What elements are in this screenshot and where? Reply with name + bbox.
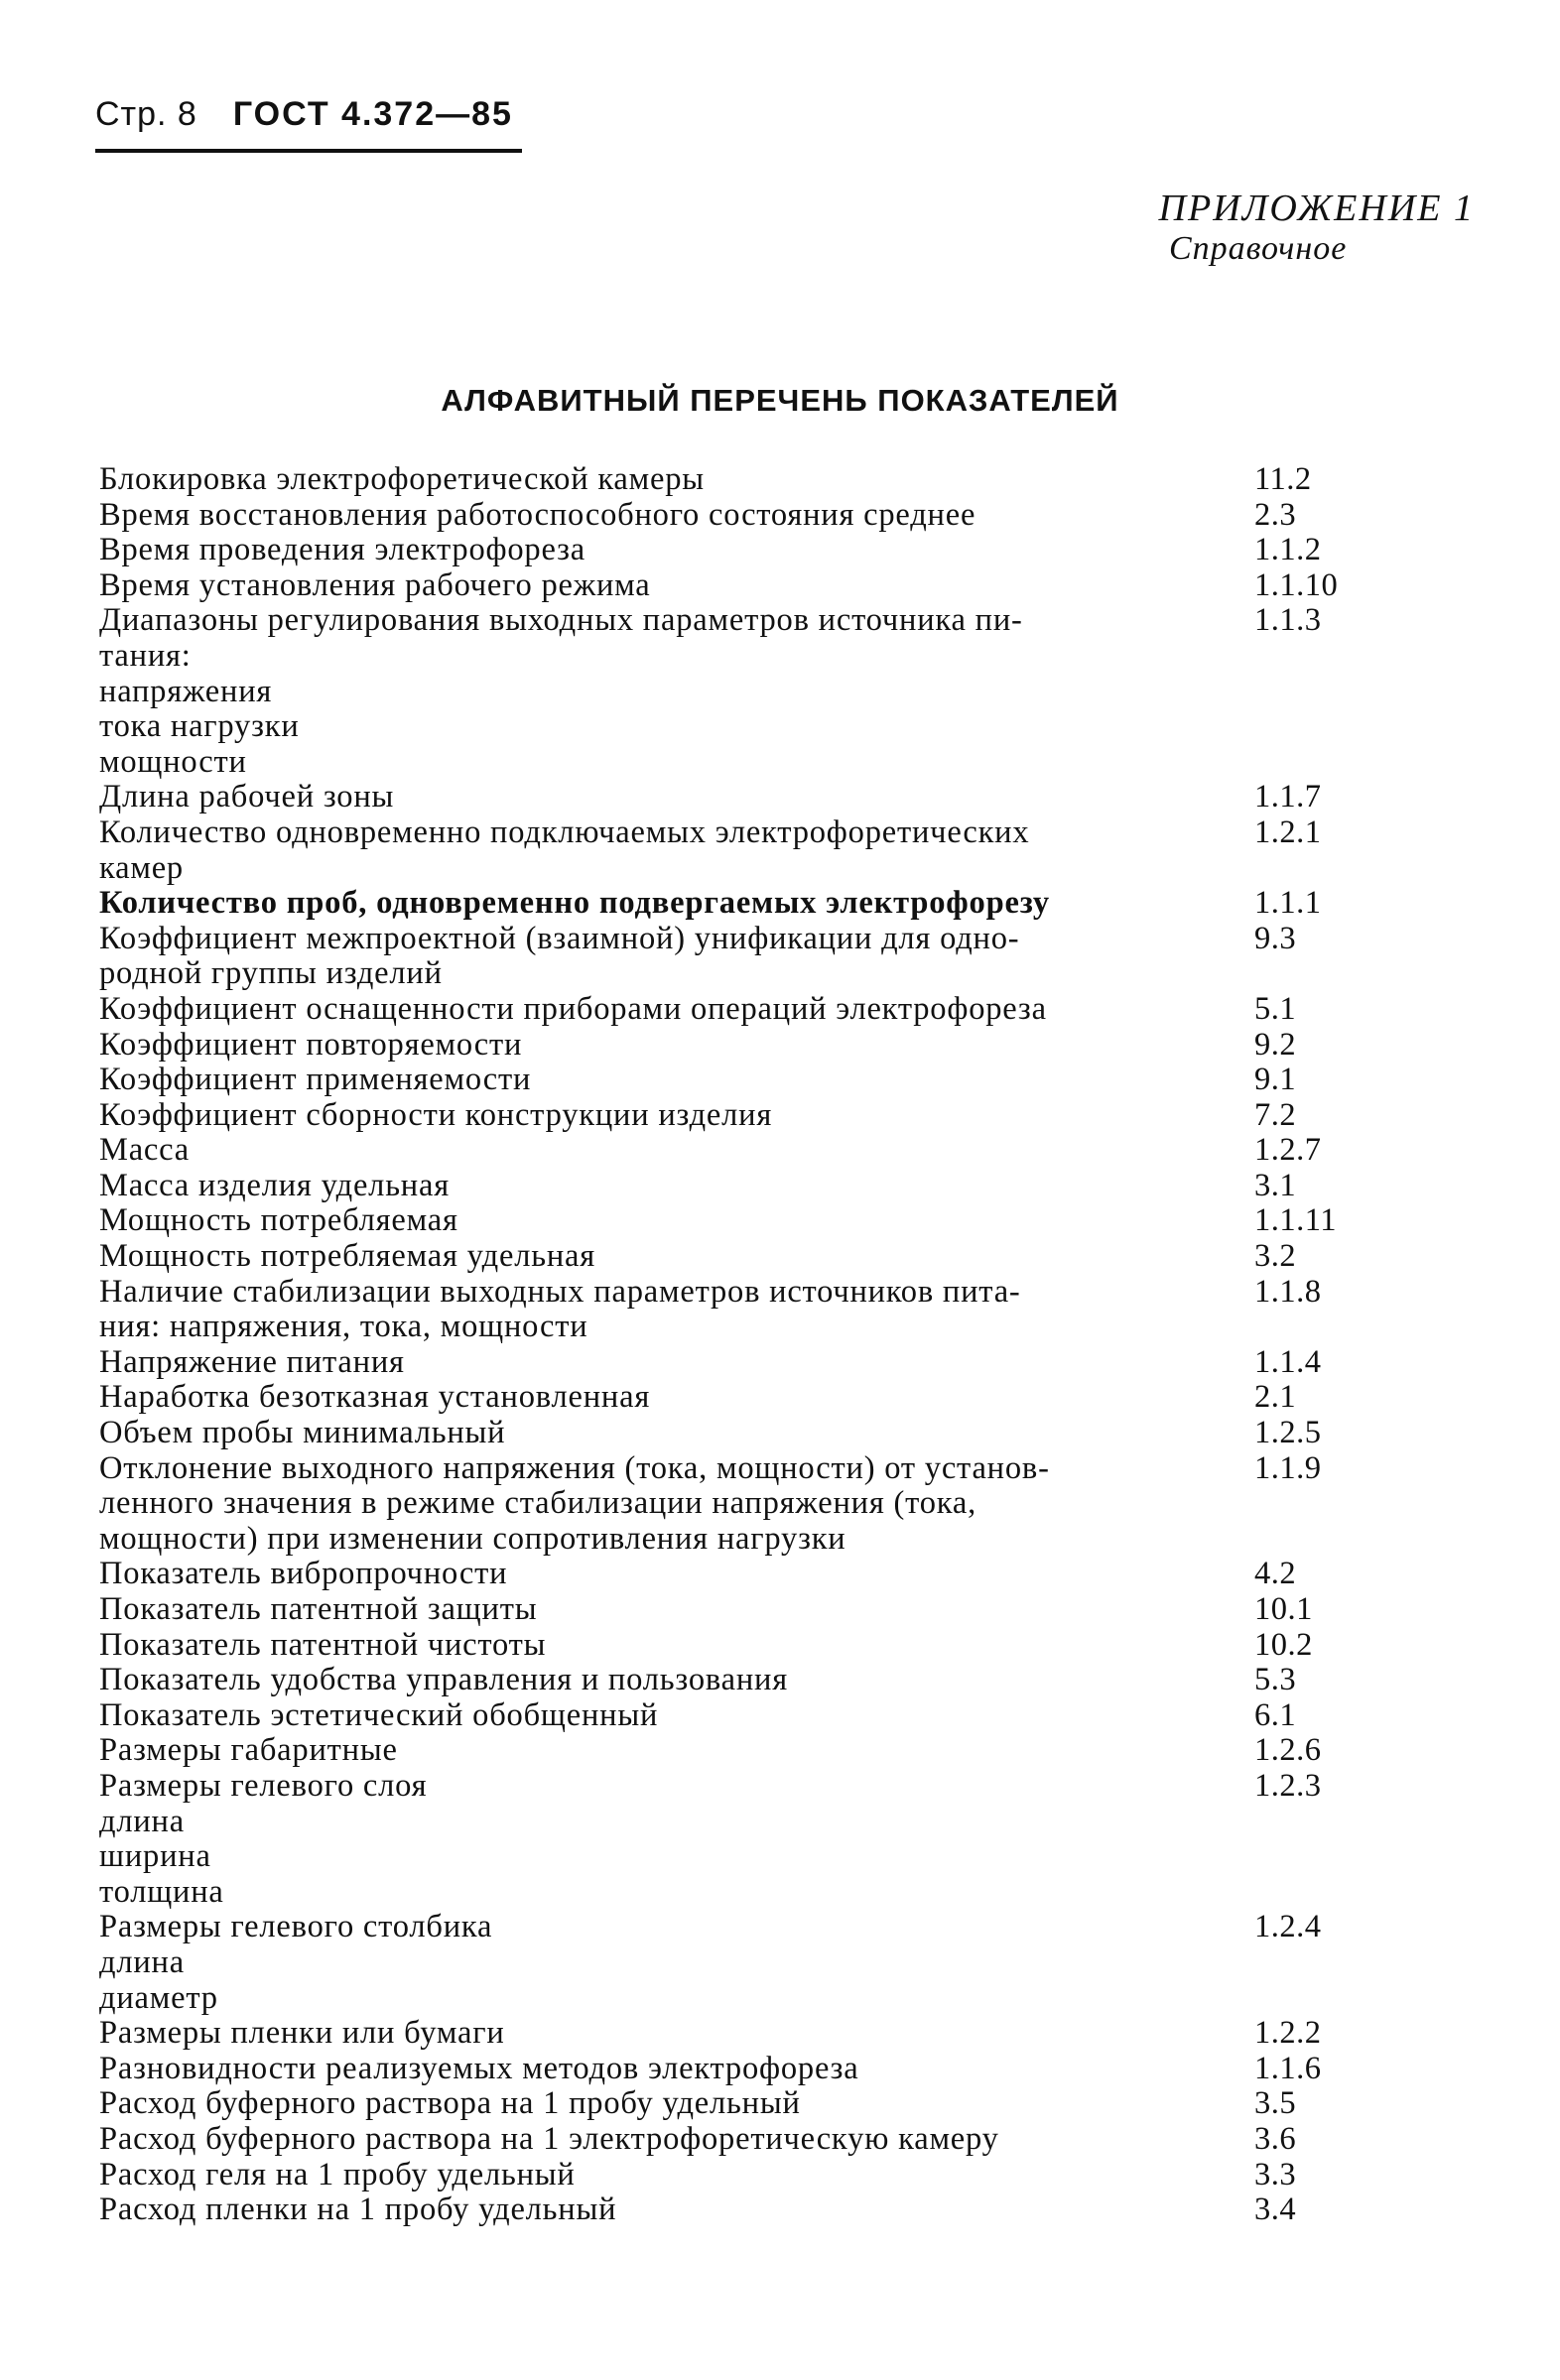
section-reference: 1.2.3 xyxy=(1254,1767,1322,1804)
indicator-name: Показатель патентной защиты xyxy=(99,1591,538,1627)
list-item xyxy=(99,709,1469,745)
list-item xyxy=(99,1981,1469,2017)
list-item xyxy=(99,1028,1469,1064)
indicator-name: Время установления рабочего режима xyxy=(99,566,651,603)
indicator-name: Расход пленки на 1 пробу удельный xyxy=(99,2192,617,2228)
indicator-name: Мощность потребляемая удельная xyxy=(99,1238,596,1275)
list-item xyxy=(99,2158,1469,2193)
list-item xyxy=(99,1945,1469,1981)
section-reference: 1.1.9 xyxy=(1254,1449,1322,1486)
section-reference: 3.4 xyxy=(1254,2192,1297,2228)
list-item xyxy=(99,675,1469,710)
indicator-name: камер xyxy=(99,849,184,886)
section-reference: 3.3 xyxy=(1254,2156,1297,2192)
list-item xyxy=(99,1557,1469,1592)
indicator-name: напряжения xyxy=(99,673,273,709)
list-item xyxy=(99,1098,1469,1134)
list-item xyxy=(99,2122,1469,2158)
indicator-name: Расход геля на 1 пробу удельный xyxy=(99,2156,576,2192)
indicator-name: Количество проб, одновременно подвергаемых электрофорезу xyxy=(99,885,1050,922)
list-item xyxy=(99,780,1469,815)
list-item xyxy=(99,1345,1469,1381)
section-reference: 3.2 xyxy=(1254,1238,1297,1275)
list-item xyxy=(99,462,1469,498)
section-reference: 1.1.8 xyxy=(1254,1273,1322,1310)
indicator-name: Время проведения электрофореза xyxy=(99,532,585,568)
section-reference: 1.1.3 xyxy=(1254,602,1322,639)
section-reference: 3.6 xyxy=(1254,2120,1297,2157)
indicator-name: Показатель удобства управления и пользования xyxy=(99,1662,788,1698)
section-reference: 1.2.6 xyxy=(1254,1732,1322,1769)
indicator-name: Коэффициент межпроектной (взаимной) унификации для одно- xyxy=(99,920,1020,956)
indicator-name: Разновидности реализуемых методов электрофореза xyxy=(99,2050,859,2086)
indicator-name: Расход буферного раствора на 1 пробу удельный xyxy=(99,2085,801,2122)
list-item xyxy=(99,1910,1469,1945)
list-item xyxy=(99,2016,1469,2052)
list-item xyxy=(99,1733,1469,1769)
list-item xyxy=(99,956,1469,992)
indicator-name: Напряжение питания xyxy=(99,1343,405,1380)
indicator-name: ния: напряжения, тока, мощности xyxy=(99,1309,588,1345)
indicator-name: Коэффициент сборности конструкции изделия xyxy=(99,1096,773,1133)
indicator-name: длина xyxy=(99,1943,185,1980)
list-item xyxy=(99,1416,1469,1451)
indicator-name: мощности xyxy=(99,743,247,780)
section-reference: 3.1 xyxy=(1254,1167,1297,1203)
page-header xyxy=(95,95,524,155)
indicator-name: диаметр xyxy=(99,1979,218,2016)
indicator-name: Длина рабочей зоны xyxy=(99,779,395,815)
indicator-name: Мощность потребляемая xyxy=(99,1202,458,1239)
section-reference: 11.2 xyxy=(1254,461,1312,497)
list-item xyxy=(99,1663,1469,1698)
list-item xyxy=(99,1522,1469,1558)
header-rule xyxy=(95,149,522,153)
section-reference: 2.1 xyxy=(1254,1379,1297,1416)
list-item xyxy=(99,815,1469,851)
list-item xyxy=(99,1451,1469,1487)
list-item xyxy=(99,1203,1469,1239)
section-reference: 5.3 xyxy=(1254,1662,1297,1698)
indicator-name: длина xyxy=(99,1803,185,1839)
section-reference: 2.3 xyxy=(1254,496,1297,533)
indicator-name: Время восстановления работоспособного состояния среднее xyxy=(99,496,976,533)
indicator-name: Наличие стабилизации выходных параметров источников пита- xyxy=(99,1273,1021,1310)
list-item xyxy=(99,1380,1469,1416)
indicator-name: Расход буферного раствора на 1 электрофоретическую камеру xyxy=(99,2120,999,2157)
appendix-title: ПРИЛОЖЕНИЕ 1 xyxy=(1158,188,1475,229)
list-item xyxy=(99,1875,1469,1911)
list-item xyxy=(99,1239,1469,1275)
list-item xyxy=(99,1698,1469,1734)
section-reference: 5.1 xyxy=(1254,990,1297,1027)
indicator-name: Объем пробы минимальный xyxy=(99,1415,506,1451)
indicator-name: Масса xyxy=(99,1132,190,1169)
list-item xyxy=(99,1628,1469,1664)
appendix-subtitle: Справочное xyxy=(1169,230,1348,267)
list-item xyxy=(99,1769,1469,1805)
section-reference: 1.2.4 xyxy=(1254,1909,1322,1945)
section-reference: 1.1.7 xyxy=(1254,779,1322,815)
section-reference: 3.5 xyxy=(1254,2085,1297,2122)
list-item xyxy=(99,2052,1469,2087)
list-item xyxy=(99,498,1469,534)
section-reference: 9.3 xyxy=(1254,920,1297,956)
list-item xyxy=(99,922,1469,957)
list-item xyxy=(99,1133,1469,1169)
section-reference: 10.1 xyxy=(1254,1591,1313,1627)
page-number: Стр. 8 xyxy=(95,95,197,133)
list-item xyxy=(99,533,1469,568)
section-reference: 1.2.7 xyxy=(1254,1132,1322,1169)
list-item xyxy=(99,1592,1469,1628)
section-reference: 1.1.2 xyxy=(1254,532,1322,568)
indicator-name: Коэффициент оснащенности приборами операций электрофореза xyxy=(99,990,1047,1027)
section-reference: 4.2 xyxy=(1254,1556,1297,1592)
indicator-name: Коэффициент применяемости xyxy=(99,1062,532,1098)
indicator-name: Масса изделия удельная xyxy=(99,1167,450,1203)
section-reference: 10.2 xyxy=(1254,1626,1313,1663)
section-reference: 1.2.2 xyxy=(1254,2015,1322,2052)
indicator-name: Размеры гелевого столбика xyxy=(99,1909,493,1945)
indicator-name: родной группы изделий xyxy=(99,955,443,992)
indicator-list xyxy=(99,462,1469,2228)
indicator-name: Показатель патентной чистоты xyxy=(99,1626,547,1663)
section-reference: 1.2.1 xyxy=(1254,814,1322,850)
indicator-name: мощности) при изменении сопротивления нагрузки xyxy=(99,1520,846,1557)
indicator-name: тока нагрузки xyxy=(99,708,300,745)
indicator-name: Отклонение выходного напряжения (тока, мощности) от установ- xyxy=(99,1449,1050,1486)
list-item xyxy=(99,1805,1469,1840)
list-item xyxy=(99,1063,1469,1098)
section-reference: 1.1.6 xyxy=(1254,2050,1322,2086)
section-reference: 1.2.5 xyxy=(1254,1415,1322,1451)
indicator-name: Размеры пленки или бумаги xyxy=(99,2015,505,2052)
indicator-name: толщина xyxy=(99,1873,224,1910)
indicator-name: Показатель эстетический обобщенный xyxy=(99,1696,659,1733)
section-reference: 7.2 xyxy=(1254,1096,1297,1133)
section-reference: 1.1.11 xyxy=(1254,1202,1338,1239)
list-item xyxy=(99,851,1469,887)
section-reference: 1.1.1 xyxy=(1254,885,1322,922)
list-item xyxy=(99,2192,1469,2228)
indicator-name: Показатель вибропрочности xyxy=(99,1556,508,1592)
indicator-name: Количество одновременно подключаемых электрофоретических xyxy=(99,814,1030,850)
section-reference: 1.1.4 xyxy=(1254,1343,1322,1380)
list-item xyxy=(99,1839,1469,1875)
section-reference: 6.1 xyxy=(1254,1696,1297,1733)
indicator-name: ленного значения в режиме стабилизации напряжения (тока, xyxy=(99,1485,977,1522)
indicator-name: тания: xyxy=(99,637,192,674)
list-item xyxy=(99,1169,1469,1204)
standard-number: ГОСТ 4.372—85 xyxy=(232,95,513,133)
list-item xyxy=(99,2086,1469,2122)
list-item xyxy=(99,745,1469,781)
list-item xyxy=(99,639,1469,675)
indicator-name: Диапазоны регулирования выходных параметров источника пи- xyxy=(99,602,1023,639)
indicator-name: ширина xyxy=(99,1838,211,1875)
section-reference: 9.2 xyxy=(1254,1026,1297,1063)
list-item xyxy=(99,568,1469,604)
list-item xyxy=(99,992,1469,1028)
indicator-name: Коэффициент повторяемости xyxy=(99,1026,523,1063)
indicator-name: Размеры габаритные xyxy=(99,1732,398,1769)
list-item xyxy=(99,1310,1469,1345)
indicator-name: Размеры гелевого слоя xyxy=(99,1767,428,1804)
list-item xyxy=(99,1275,1469,1311)
section-reference: 1.1.10 xyxy=(1254,566,1339,603)
list-item xyxy=(99,1486,1469,1522)
list-heading: АЛФАВИТНЫЙ ПЕРЕЧЕНЬ ПОКАЗАТЕЛЕЙ xyxy=(441,383,1119,418)
indicator-name: Наработка безотказная установленная xyxy=(99,1379,651,1416)
list-item xyxy=(99,603,1469,639)
indicator-name: Блокировка электрофоретической камеры xyxy=(99,461,705,497)
list-item xyxy=(99,886,1469,922)
section-reference: 9.1 xyxy=(1254,1062,1297,1098)
